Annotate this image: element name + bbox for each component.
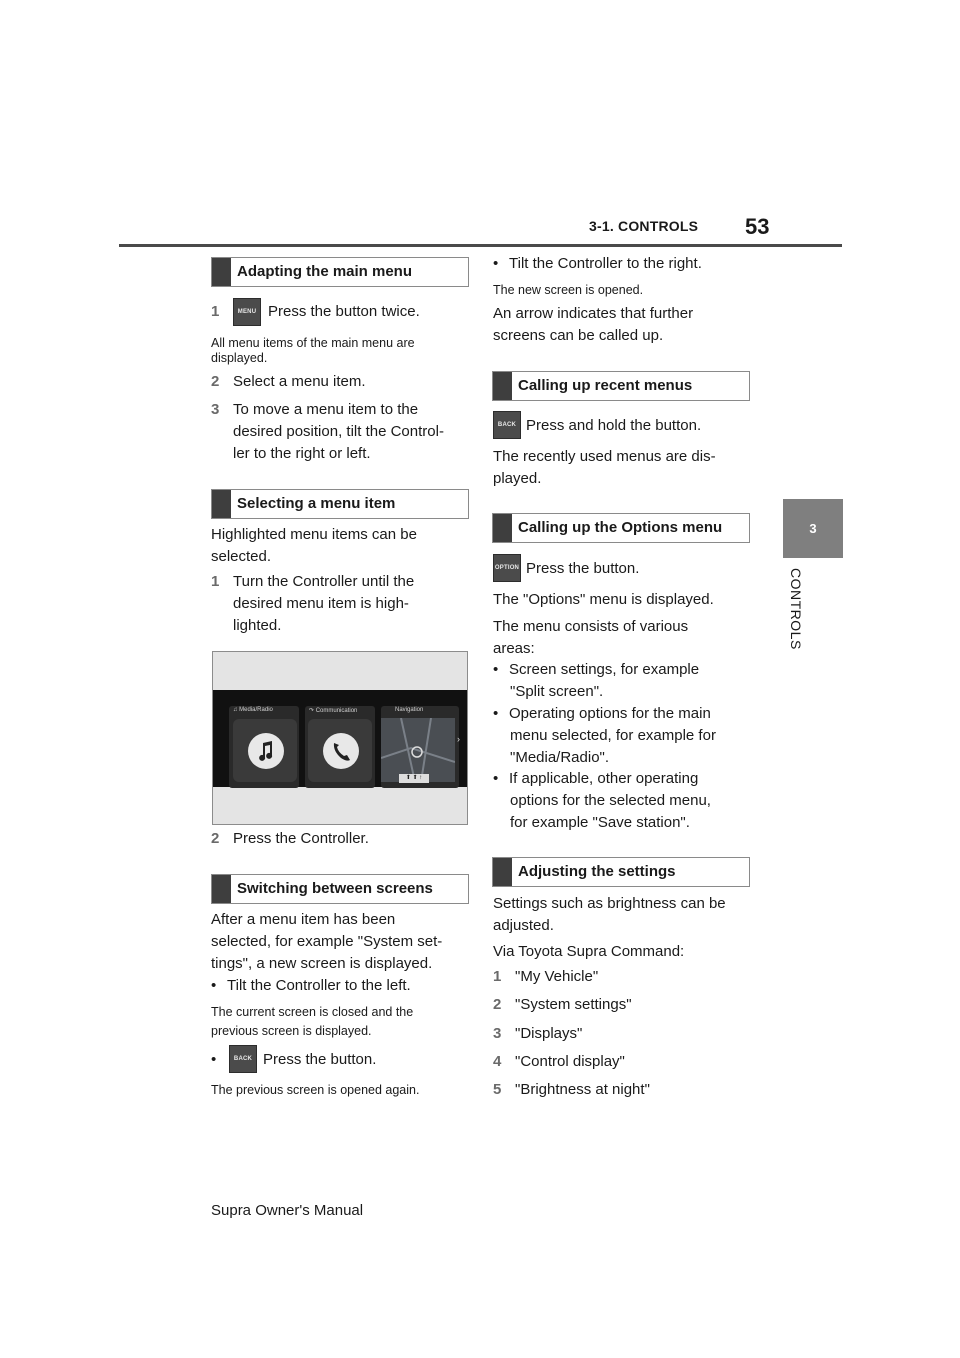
- settings-step-1: 1 "My Vehicle": [493, 968, 599, 985]
- heading-bar: [493, 372, 512, 400]
- section-title: 3-1. CONTROLS: [589, 218, 699, 234]
- options-bullet-1b: "Split screen".: [510, 683, 604, 700]
- page-number: 53: [745, 214, 770, 239]
- step-adapting-3: 3 To move a menu item to the: [211, 401, 419, 418]
- options-bullet-3: • If applicable, other operating: [493, 770, 699, 787]
- control-display-figure: [212, 651, 468, 825]
- phone-icon: [323, 733, 359, 769]
- step-adapting-3c: ler to the right or left.: [233, 445, 371, 462]
- chapter-number: 3: [809, 521, 817, 536]
- note-adapting-1a: All menu items of the main menu are: [211, 336, 415, 350]
- options-bullet-2: • Operating options for the main: [493, 705, 711, 722]
- heading-switching-screens: Switching between screens: [211, 874, 469, 904]
- heading-recent-menus: Calling up recent menus: [492, 371, 750, 401]
- heading-bar: [493, 858, 512, 886]
- navigation-arrows-icon: ⬆ ⬆ ↑: [399, 774, 429, 783]
- step-selecting-1: 1 Turn the Controller until the: [211, 573, 415, 590]
- recent-result-a: The recently used menus are dis-: [493, 448, 716, 465]
- back-button-icon: BACK: [493, 411, 521, 439]
- switching-note-2: The previous screen is opened again.: [211, 1083, 420, 1097]
- tile-label: ♫ Media/Radio: [233, 707, 273, 713]
- switching-arrow-a: An arrow indicates that further: [493, 305, 694, 322]
- heading-options-menu: Calling up the Options menu: [492, 513, 750, 543]
- settings-step-2: 2 "System settings": [493, 996, 632, 1013]
- selecting-intro-b: selected.: [211, 548, 272, 565]
- menu-button-icon: MENU: [233, 298, 261, 326]
- settings-step-5: 5 "Brightness at night": [493, 1081, 650, 1098]
- options-areas-a: The menu consists of various: [493, 618, 689, 635]
- media-card: [233, 719, 297, 782]
- options-text: Press the button.: [526, 560, 640, 577]
- heading-bar: [212, 258, 231, 286]
- communication-card: [308, 719, 372, 782]
- settings-via: Via Toyota Supra Command:: [493, 943, 685, 960]
- back-button-icon: BACK: [229, 1045, 257, 1073]
- options-bullet-3b: options for the selected menu,: [510, 792, 711, 809]
- heading-bar: [493, 514, 512, 542]
- chapter-label: CONTROLS: [788, 568, 804, 650]
- header-rule: [119, 244, 842, 247]
- switching-bullet-1: • Tilt the Controller to the left.: [211, 977, 411, 994]
- tile-label: Navigation: [395, 707, 424, 713]
- settings-intro-a: Settings such as brightness can be: [493, 895, 726, 912]
- navigation-map: [381, 718, 455, 782]
- switching-bullet-3: • Tilt the Controller to the right.: [493, 255, 702, 272]
- step-selecting-1b: desired menu item is high-: [233, 595, 409, 612]
- switching-bullet-2: •: [211, 1051, 217, 1068]
- switching-note-1a: The current screen is closed and the: [211, 1005, 414, 1019]
- settings-step-4: 4 "Control display": [493, 1053, 625, 1070]
- step-selecting-2: 2 Press the Controller.: [211, 830, 369, 847]
- chapter-tab: [783, 499, 843, 558]
- switching-arrow-b: screens can be called up.: [493, 327, 664, 344]
- tile-label: ↷ Communication: [309, 708, 358, 714]
- switching-intro-c: tings", a new screen is displayed.: [211, 955, 433, 972]
- heading-selecting-menu-item: Selecting a menu item: [211, 489, 469, 519]
- selecting-intro-a: Highlighted menu items can be: [211, 526, 417, 543]
- option-button-icon: OPTION: [493, 554, 521, 582]
- settings-step-3: 3 "Displays": [493, 1025, 583, 1042]
- step-adapting-2: 2 Select a menu item.: [211, 373, 366, 390]
- control-display-screen: [213, 690, 467, 787]
- recent-result-b: played.: [493, 470, 542, 487]
- heading-adjusting-settings: Adjusting the settings: [492, 857, 750, 887]
- chevron-right-icon: ›: [457, 734, 460, 744]
- options-result: The "Options" menu is displayed.: [493, 591, 714, 608]
- step-adapting-1-text: Press the button twice.: [268, 303, 420, 320]
- options-bullet-2b: menu selected, for example for: [510, 727, 716, 744]
- switching-note-3: The new screen is opened.: [493, 283, 644, 297]
- heading-bar: [212, 490, 231, 518]
- options-areas-b: areas:: [493, 640, 535, 657]
- step-adapting-1: 1: [211, 303, 220, 320]
- options-bullet-1: • Screen settings, for example: [493, 661, 700, 678]
- recent-text: Press and hold the button.: [526, 417, 702, 434]
- settings-intro-b: adjusted.: [493, 917, 554, 934]
- heading-bar: [212, 875, 231, 903]
- options-bullet-3c: for example "Save station".: [510, 814, 690, 831]
- switching-intro-a: After a menu item has been: [211, 911, 396, 928]
- note-adapting-1b: displayed.: [211, 351, 268, 365]
- switching-bullet-2-text: Press the button.: [263, 1051, 377, 1068]
- options-bullet-2c: "Media/Radio".: [510, 749, 610, 766]
- step-adapting-3b: desired position, tilt the Control-: [233, 423, 444, 440]
- step-selecting-1c: lighted.: [233, 617, 282, 634]
- switching-intro-b: selected, for example "System set-: [211, 933, 443, 950]
- heading-adapting-main-menu: Adapting the main menu: [211, 257, 469, 287]
- switching-note-1b: previous screen is displayed.: [211, 1024, 372, 1038]
- music-note-icon: [248, 733, 284, 769]
- footer-manual-title: Supra Owner's Manual: [211, 1202, 364, 1219]
